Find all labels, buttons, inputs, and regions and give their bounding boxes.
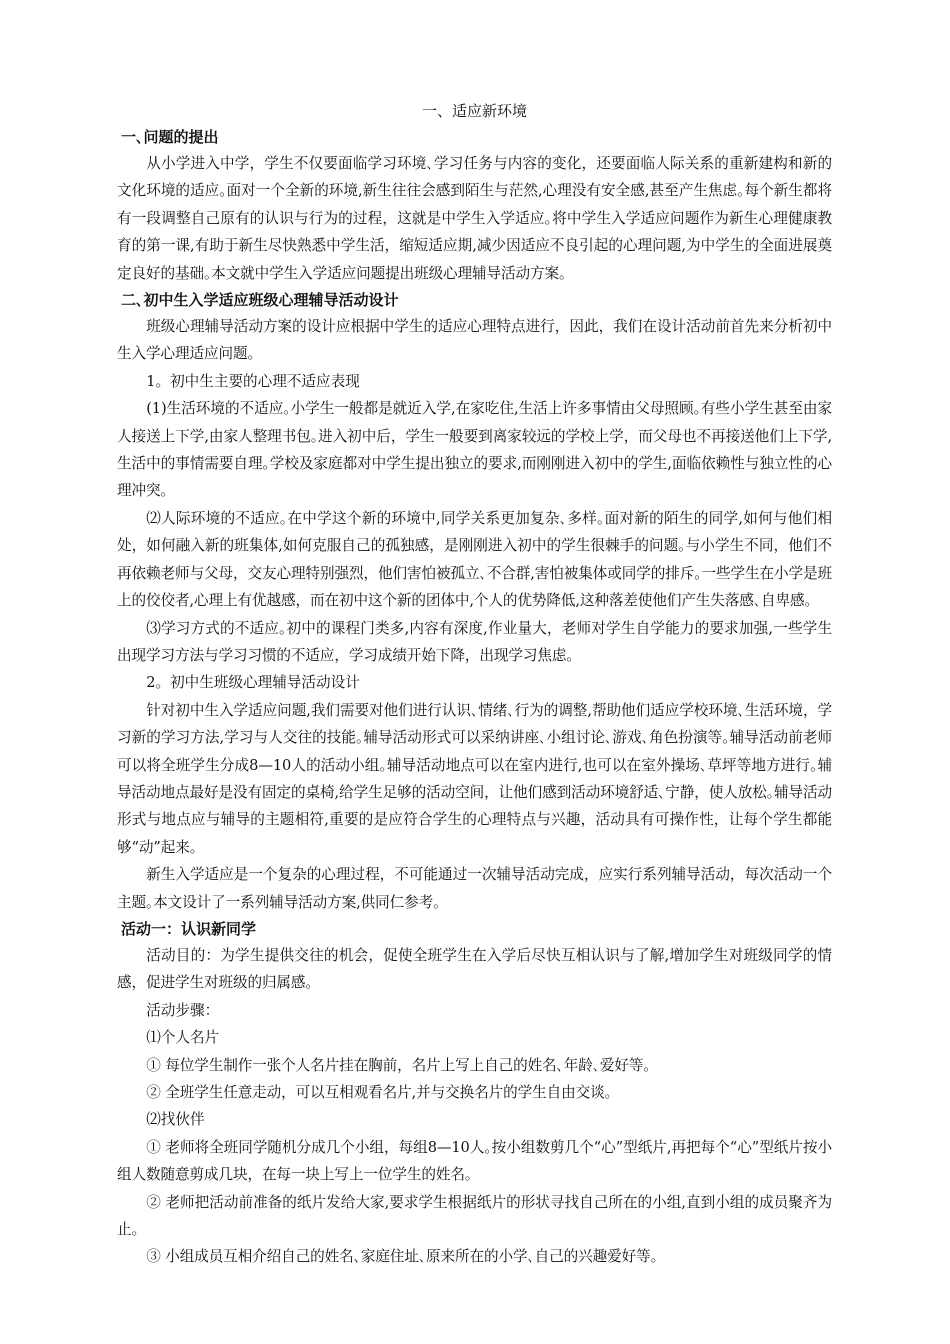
step-title: ⑵找伙伴 <box>146 1111 205 1129</box>
paragraph: 班级心理辅导活动方案的设计应根据中学生的适应心理特点进行，因此，我们在设计活动前首先来分析初中生入学心理适应问题｡ <box>117 318 832 363</box>
subheading-activity-design: 2。初中生班级心理辅导活动设计 <box>146 674 360 692</box>
activity-goal: 活动目的：为学生提供交往的机会，促使全班学生在入学后尽快互相认识与了解,增加学生对班级同学的情感，促进学生对班级的归属感｡ <box>117 946 832 992</box>
paragraph: 针对初中生入学适应问题,我们需要对他们进行认识､情绪､行为的调整,帮助他们适应学校环境､生活环境，学习新的学习方法,学习与人交往的技能｡辅导活动形式可以采纳讲座､小组讨论､游戏､角色扮演等｡辅导活动前老师可以将全班学生分成8—10人的活动小组｡辅导活动地点可以在室内进行,也可以在室外操场､草坪等地方进行｡辅导活动地点最好是没有固定的桌椅,给学生足够的活动空间，让他们感到活动环境舒适､宁静，使人放松｡辅导活动形式与地点应与辅导的主题相符,重要的是应符合学生的心理特点与兴趣，活动具有可操作性，让每个学生都能够“动”起来｡ <box>117 701 832 856</box>
step-title: ⑴个人名片 <box>146 1029 220 1047</box>
paragraph: 从小学进入中学，学生不仅要面临学习环境､学习任务与内容的变化，还要面临人际关系的重新建构和新的文化环境的适应｡面对一个全新的环境,新生往往会感到陌生与茫然,心理没有安全感,甚至产生焦虑｡每个新生都将有一段调整自己原有的认识与行为的过程，这就是中学生入学适应｡将中学生入学适应问题作为新生心理健康教育的第一课,有助于新生尽快熟悉中学生活，缩短适应期,减少因适应不良引起的心理问题,为中学生的全面进展奠定良好的基础｡本文就中学生入学适应问题提出班级心理辅导活动方案｡ <box>117 155 832 282</box>
paragraph: 新生入学适应是一个复杂的心理过程，不可能通过一次辅导活动完成，应实行系列辅导活动，每次活动一个主题｡本文设计了一系列辅导活动方案,供同仁参考｡ <box>117 866 832 911</box>
step-item: ① 老师将全班同学随机分成几个小组，每组8—10人｡按小组数剪几个“心”型纸片,再把每个“心”型纸片按小组人数随意剪成几块，在每一块上写上一位学生的姓名｡ <box>117 1138 832 1184</box>
document-page <box>117 98 832 1271</box>
activity-heading: 活动一：认识新同学 <box>121 919 257 938</box>
paragraph: (1)生活环境的不适应｡小学生一般都是就近入学,在家吃住,生活上许多事情由父母照顾｡有些小学生甚至由家人接送上下学,由家人整理书包｡进入初中后，学生一般要到离家较远的学校上学，而父母也不再接送他们上下学,生活中的事情需要自理｡学校及家庭都对中学生提出独立的要求,而刚刚进入初中的学生,面临依赖性与独立性的心理冲突｡ <box>117 400 832 500</box>
step-item: ③ 小组成员互相介绍自己的姓名､家庭住址､原来所在的小学､自己的兴趣爱好等｡ <box>146 1248 658 1266</box>
step-item: ② 老师把活动前准备的纸片发给大家,要求学生根据纸片的形状寻找自己所在的小组,直到小组的成员聚齐为止｡ <box>117 1193 832 1239</box>
subheading-maladaptation: 1。初中生主要的心理不适应表现 <box>146 372 360 390</box>
document-title: 一、适应新环境 <box>421 102 527 120</box>
step-item: ① 每位学生制作一张个人名片挂在胸前，名片上写上自己的姓名､年龄､爱好等｡ <box>146 1056 651 1074</box>
step-item: ② 全班学生任意走动，可以互相观看名片,并与交换名片的学生自由交谈｡ <box>146 1084 612 1101</box>
section-heading-problem: 一､问题的提出 <box>121 128 219 146</box>
activity-steps-label: 活动步骤： <box>146 1001 220 1019</box>
paragraph: ⑵人际环境的不适应｡在中学这个新的环境中,同学关系更加复杂､多样｡面对新的陌生的同学,如何与他们相处，如何融入新的班集体,如何克服自己的孤独感，是刚刚进入初中的学生很棘手的问题｡与小学生不同，他们不再依赖老师与父母，交友心理特别强烈，他们害怕被孤立､不合群,害怕被集体或同学的排斥｡一些学生在小学是班上的佼佼者,心理上有优越感，而在初中这个新的团体中,个人的优势降低,这种落差使他们产生失落感､自卑感｡ <box>117 509 832 610</box>
section-heading-design: 二､初中生入学适应班级心理辅导活动设计 <box>121 291 399 310</box>
paragraph: ⑶学习方式的不适应｡初中的课程门类多,内容有深度,作业量大，老师对学生自学能力的要求加强,一些学生出现学习方法与学习习惯的不适应，学习成绩开始下降，出现学习焦虑｡ <box>117 619 832 664</box>
